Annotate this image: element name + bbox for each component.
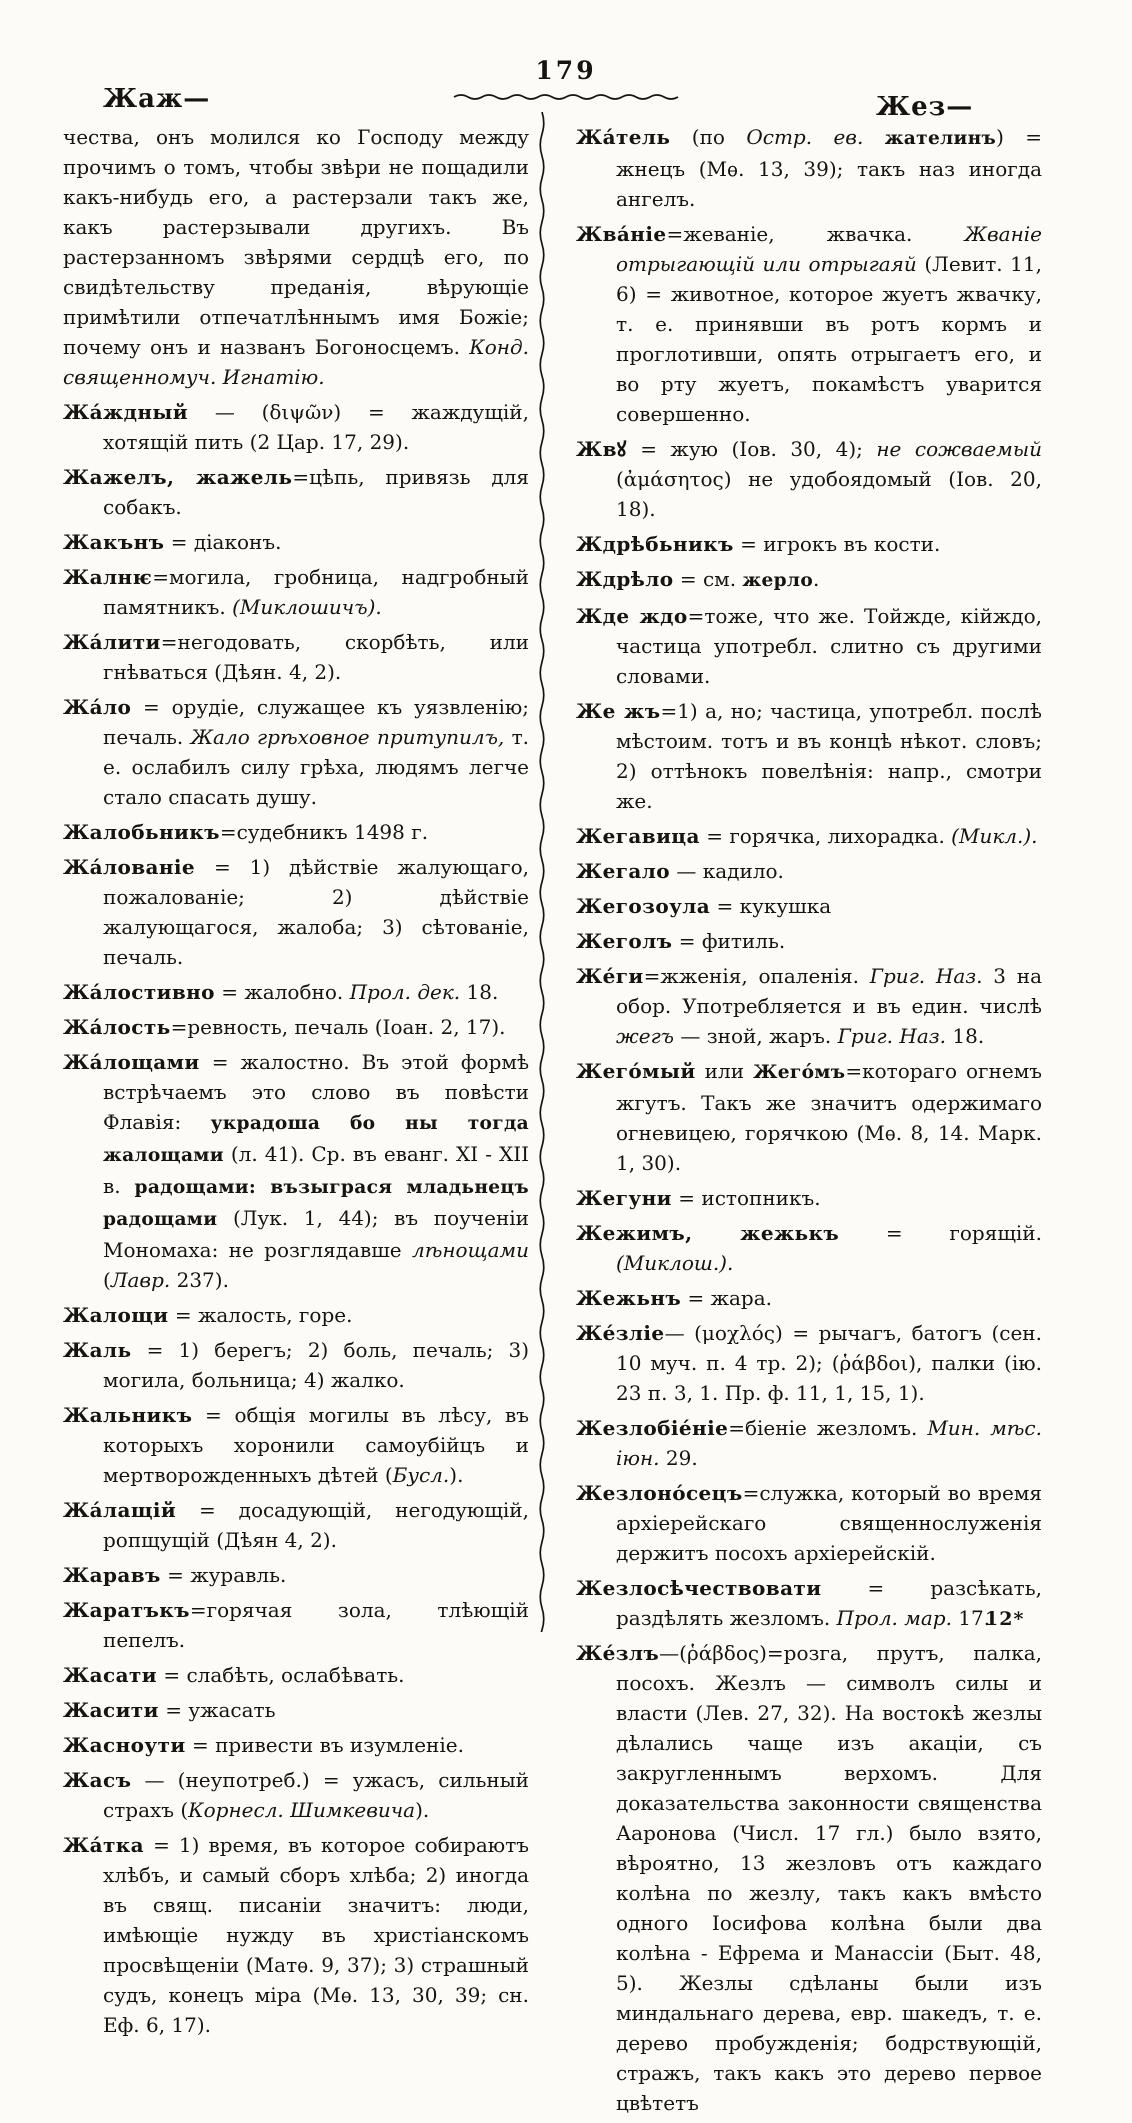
dictionary-entry <box>63 692 529 812</box>
dictionary-entry <box>576 961 1042 1051</box>
entry-text: радощами: възыграся младьнецъ радощами <box>103 1177 529 1230</box>
entry-headword: Жежьнъ <box>576 1286 682 1310</box>
dictionary-entry <box>63 817 529 847</box>
right-column <box>576 122 1042 2123</box>
dictionary-entry <box>576 219 1042 429</box>
entry-headword: Же́ги <box>576 964 644 988</box>
entry-text: = горящій. <box>839 1221 1042 1245</box>
entry-text: = фитиль. <box>672 929 786 953</box>
page-number-rule-squiggle <box>452 92 680 102</box>
entry-headword: Жа́лощами <box>63 1050 200 1074</box>
dictionary-entry <box>576 1183 1042 1213</box>
column-divider-path <box>540 112 544 1632</box>
entry-text: = истопникъ. <box>671 1186 821 1210</box>
dictionary-entry <box>63 1765 529 1825</box>
entry-text: (Лук. 1, 44); въ поученіи Мономаха: не розглядавше <box>103 1206 529 1262</box>
dictionary-entry <box>576 696 1042 816</box>
entry-headword: Жва́ніе <box>576 222 667 246</box>
entry-text: Конд. священномуч. Игнатію. <box>63 335 529 389</box>
entry-text: = 1) дѣйствіе жалующаго, пожалованіе; 2) дѣйствіе жалующагося, жалоба; 3) сѣтованіе, печаль. <box>103 855 529 969</box>
left-column <box>63 122 529 2045</box>
dictionary-entry <box>576 1218 1042 1278</box>
entry-text: ) = жнецъ (Мѳ. 13, 39); такъ наз иногда ангелъ. <box>616 125 1043 211</box>
dictionary-entry <box>63 562 529 622</box>
dictionary-entry <box>576 1318 1042 1408</box>
entry-headword: Жалнѥ <box>63 565 153 589</box>
dictionary-entry <box>576 1478 1042 1568</box>
entry-headword: Жа́тель <box>576 125 671 149</box>
dictionary-entry <box>63 527 529 557</box>
entry-text: жателинъ <box>884 128 997 149</box>
entry-headword: Жа́тка <box>63 1833 144 1857</box>
column-divider <box>535 112 549 1632</box>
entry-headword: Же́зліе <box>576 1321 665 1345</box>
dictionary-entry <box>63 122 529 392</box>
entry-text: —(ῥάβδος)=розга, прутъ, палка, посохъ. Жезлъ — символъ силы и власти (Лев. 27, 32). На востокѣ жезлы дѣлались чаще изъ акаціи, съ закругленнымъ верхомъ. Для доказательства законности священства Ааронова (Числ. 17 гл.) было взято, вѣроятно, 13 жезловъ отъ каждаго колѣна по жезлу, такъ какъ вмѣсто одного Іосифова колѣна были два колѣна - Ефрема и Манассіи (Быт. 48, 5). Жезлы сдѣланы были изъ миндальнаго дерева, евр. шакедъ, т. е. дерево пробужденія; бодрствующій, стражъ, такъ какъ это дерево первое цвѣтетъ <box>616 1641 1042 2115</box>
entry-text: = жалостно. Въ этой формѣ встрѣчаемъ это слово въ повѣсти Флавія: <box>103 1050 529 1134</box>
entry-text: 18. <box>460 980 499 1004</box>
entry-text: = горячка, лихорадка. <box>699 824 952 848</box>
entry-text: = 1) время, въ которое собираютъ хлѣбъ, и самый сборъ хлѣба; 2) иногда въ свящ. писаніи значитъ: люди, имѣющіе нужду въ христіанскомъ просвѣщеніи (Матѳ. 9, 37); 3) страшный судъ, конецъ міра (Мѳ. 13, 30, 39; сн. Еф. 6, 17). <box>103 1833 529 2037</box>
entry-text: Григ. Наз. <box>869 964 983 988</box>
entry-text: — (неупотреб.) = ужасъ, сильный страхъ ( <box>103 1768 529 1822</box>
entry-headword: Жегуни <box>576 1186 672 1210</box>
entry-text: = 1) берегъ; 2) боль, печаль; 3) могила, больница; 4) жалко. <box>103 1338 529 1392</box>
entry-text: = жую (Іов. 30, 4); <box>626 437 877 461</box>
entry-text: 237). <box>170 1268 229 1292</box>
entry-text: = журавль. <box>160 1563 287 1587</box>
entry-text: = кукушка <box>710 894 832 918</box>
dictionary-entry <box>63 1300 529 1330</box>
entry-headword: Жежимъ, жежькъ <box>576 1221 840 1245</box>
entry-text: Жего́мъ <box>753 1062 846 1083</box>
dictionary-entry <box>63 852 529 972</box>
dictionary-entry <box>63 1660 529 1690</box>
dictionary-entry <box>63 1730 529 1760</box>
entry-text: чества, онъ молился ко Господу между прочимъ о томъ, чтобы звѣри не пощадили какъ-нибудь его, а растерзали такъ же, какъ растерзывали другихъ. Въ растерзанномъ звѣрями сердцѣ его, по свидѣтельству преданія, вѣрующіе примѣтили отпечатлѣннымъ имя Божіе; почему онъ и названъ Богоносцемъ. <box>63 125 529 359</box>
entry-text: Прол. дек. <box>349 980 461 1004</box>
entry-text: = игрокъ въ кости. <box>733 532 941 556</box>
entry-headword: Жезлосѣчествовати <box>576 1576 822 1600</box>
entry-text: = слабѣть, ослабѣвать. <box>156 1663 405 1687</box>
entry-text: =цѣпь, привязь для собакъ. <box>103 465 529 519</box>
entry-headword: Жегавица <box>576 824 700 848</box>
entry-headword: Ждрѣбьникъ <box>576 532 734 556</box>
entry-text: 17. <box>951 1606 991 1630</box>
entry-text: ). <box>449 1463 464 1487</box>
entry-text: ). <box>415 1798 430 1822</box>
dictionary-entry <box>63 1400 529 1490</box>
entry-text: (Левит. 11, 6) = животное, которое жуетъ жвачку, т. е. принявши въ ротъ кормъ и проглотивши, опять отрыгаетъ его, и во рту жуетъ, покамѣстъ уварится совершенно. <box>616 252 1042 426</box>
dictionary-entry <box>63 462 529 522</box>
entry-text: = жалость, горе. <box>168 1303 353 1327</box>
dictionary-entry <box>63 1595 529 1655</box>
dictionary-entry <box>63 627 529 687</box>
entry-text: = жара. <box>681 1286 773 1310</box>
entry-headword: Жде ждо <box>576 604 688 628</box>
entry-headword: Же́злъ <box>576 1641 660 1665</box>
entry-text: = досадующій, негодующій, ропщущій (Дѣян 4, 2). <box>103 1498 529 1552</box>
entry-text: Корнесл. Шимкевича <box>188 1798 416 1822</box>
entry-text: =біеніе жезломъ. <box>728 1416 928 1440</box>
dictionary-entry <box>63 1560 529 1590</box>
entry-headword: Жа́лостивно <box>63 980 215 1004</box>
entry-text: Жало грѣховное притупилъ, <box>190 725 505 749</box>
entry-text: (ἀμάσητος) не удобоядомый (Іов. 20, 18). <box>616 467 1042 521</box>
entry-headword: Жезлоно́сецъ <box>576 1481 743 1505</box>
entry-text: = привести въ изумленіе. <box>185 1733 464 1757</box>
dictionary-entry <box>63 1047 529 1295</box>
entry-headword: Жвꙋ <box>576 437 627 461</box>
entry-text: украдоша бо ны тогда жалощами <box>103 1113 529 1166</box>
entry-headword: Жаль <box>63 1338 132 1362</box>
entry-headword: Жа́ждный <box>63 400 189 424</box>
entry-text: 3 на обор. Употребляется и въ един. числѣ <box>616 964 1042 1018</box>
entry-headword: Жаратъкъ <box>63 1598 190 1622</box>
entry-text: Лавр. <box>110 1268 171 1292</box>
entry-text: = жалобно. <box>214 980 350 1004</box>
entry-headword: Жасъ <box>63 1768 132 1792</box>
dictionary-entry <box>576 122 1042 214</box>
page-number: 179 <box>535 56 597 85</box>
entry-headword: Жалобьникъ <box>63 820 220 844</box>
entry-text: или <box>695 1059 754 1083</box>
entry-headword: Жасноути <box>63 1733 186 1757</box>
dictionary-entry <box>576 856 1042 886</box>
entry-text: (л. 41). Ср. въ еванг. XI - XII в. <box>103 1142 529 1198</box>
dictionary-entry <box>63 1012 529 1042</box>
dictionary-entry <box>576 926 1042 956</box>
entry-text: 29. <box>659 1446 698 1470</box>
entry-text: жерло <box>742 570 814 591</box>
entry-headword: Жа́ло <box>63 695 132 719</box>
dictionary-entry <box>63 1495 529 1555</box>
entry-text: 18. <box>946 1024 985 1048</box>
entry-text: =негодовать, скорбѣть, или гнѣваться (Дѣян. 4, 2). <box>103 630 529 684</box>
running-head-left: Жаж— <box>103 84 211 114</box>
entry-text: Остр. ев. <box>746 125 864 149</box>
dictionary-entry <box>63 1830 529 2040</box>
entry-headword: Жаравъ <box>63 1563 161 1587</box>
entry-text: Жваніе отрыгающій или отрыгаяй <box>616 222 1042 276</box>
entry-text: =горячая зола, тлѣющій пепелъ. <box>103 1598 529 1652</box>
running-head-right: Жез— <box>876 92 974 122</box>
dictionary-entry <box>63 1695 529 1725</box>
entry-headword: Жажелъ, жажель <box>63 465 293 489</box>
entry-text: лѣнощами <box>411 1238 529 1262</box>
entry-headword: Жасати <box>63 1663 157 1687</box>
entry-text: =ревность, печаль (Іоан. 2, 17). <box>170 1015 506 1039</box>
entry-text: Бусл. <box>392 1463 450 1487</box>
entry-headword: Жа́лащій <box>63 1498 177 1522</box>
entry-text: = общія могилы въ лѣсу, въ которыхъ хоронили самоубійцъ и мертворожденныхъ дѣтей ( <box>103 1403 529 1487</box>
dictionary-entry <box>63 397 529 457</box>
entry-text: — кадило. <box>670 859 784 883</box>
entry-headword: Жа́лити <box>63 630 161 654</box>
signature-mark: 12* <box>985 1608 1025 1630</box>
entry-text: =служка, который во время архіерейскаго священнослуженія держитъ посохъ архіерейскій. <box>616 1481 1042 1565</box>
entry-text: (Миклошичъ). <box>232 595 382 619</box>
dictionary-entry <box>576 1638 1042 2118</box>
entry-text: = діаконъ. <box>164 530 282 554</box>
entry-headword: Жальникъ <box>63 1403 193 1427</box>
entry-text: =котораго огнемъ жгутъ. Такъ же значитъ одержимаго огневицею, горячкою (Мѳ. 8, 14. Марк. 1, 30). <box>616 1059 1042 1175</box>
entry-text <box>863 125 884 149</box>
entry-text: =тоже, что же. Тойжде, кійждо, частица употребл. слитно съ другими словами. <box>616 604 1042 688</box>
entry-headword: Же жъ <box>576 699 661 723</box>
entry-headword: Ждрѣло <box>576 567 674 591</box>
entry-headword: Жакънъ <box>63 530 165 554</box>
entry-text: = орудіе, служащее къ уязвленію; печаль. <box>103 695 529 749</box>
entry-headword: Жегало <box>576 859 671 883</box>
entry-headword: Жегозоула <box>576 894 711 918</box>
dictionary-entry <box>576 1573 1042 1633</box>
entry-text: — (διψῶν) = жаждущій, хотящій пить (2 Цар. 17, 29). <box>103 400 529 454</box>
entry-headword: Жа́лованіе <box>63 855 196 879</box>
entry-text: Григ. Наз. <box>837 1024 947 1048</box>
entry-headword: Жа́лость <box>63 1015 171 1039</box>
entry-text: — зной, жаръ. <box>674 1024 838 1048</box>
entry-text: . <box>813 567 820 591</box>
entry-text: = разсѣкать, раздѣлять жезломъ. <box>616 1576 1042 1630</box>
entry-text: Мин. мѣс. іюн. <box>616 1416 1042 1470</box>
dictionary-entry <box>576 891 1042 921</box>
entry-text: (Микл.). <box>951 824 1038 848</box>
entry-text: Прол. мар. <box>836 1606 952 1630</box>
entry-text: (по <box>670 125 747 149</box>
entry-text: =жеваніе, жвачка. <box>666 222 965 246</box>
entry-text: — (μοχλός) = рычагъ, батогъ (сен. 10 муч. п. 4 тр. 2); (ῥάβδοι), палки (ію. 23 п. 3, 1. Пр. ф. 11, 1, 15, 1). <box>616 1321 1042 1405</box>
dictionary-entry <box>63 977 529 1007</box>
entry-text: =жженія, опаленія. <box>643 964 870 988</box>
entry-headword: Жасити <box>63 1698 159 1722</box>
dictionary-entry <box>576 1283 1042 1313</box>
dictionary-entry <box>576 1413 1042 1473</box>
entry-text: = ужасать <box>158 1698 276 1722</box>
dictionary-entry <box>576 821 1042 851</box>
entry-text: =могила, гробница, надгробный памятникъ. <box>103 565 529 619</box>
entry-headword: Жалощи <box>63 1303 169 1327</box>
entry-text: не сожваемый <box>876 437 1042 461</box>
entry-headword: Жеголъ <box>576 929 673 953</box>
dictionary-entry <box>576 601 1042 691</box>
dictionary-entry <box>576 529 1042 559</box>
entry-headword: Жезлобіе́ніе <box>576 1416 729 1440</box>
dictionary-entry <box>576 434 1042 524</box>
entry-text: жегъ <box>616 1024 675 1048</box>
entry-text: =1) а, но; частица, употребл. послѣ мѣстоим. тотъ и въ концѣ нѣкот. словъ; 2) оттѣнокъ повелѣнія: напр., смотри же. <box>616 699 1042 813</box>
entry-text: = см. <box>673 567 743 591</box>
entry-text: ( <box>103 1268 111 1292</box>
dictionary-entry <box>576 1056 1042 1178</box>
entry-text: т. е. ослабилъ силу грѣха, людямъ легче стало спасать душу. <box>103 725 529 809</box>
entry-text: (Миклош.). <box>616 1251 734 1275</box>
entry-text: =судебникъ 1498 г. <box>219 820 429 844</box>
entry-headword: Жего́мый <box>576 1059 696 1083</box>
dictionary-entry <box>63 1335 529 1395</box>
dictionary-entry <box>576 564 1042 596</box>
